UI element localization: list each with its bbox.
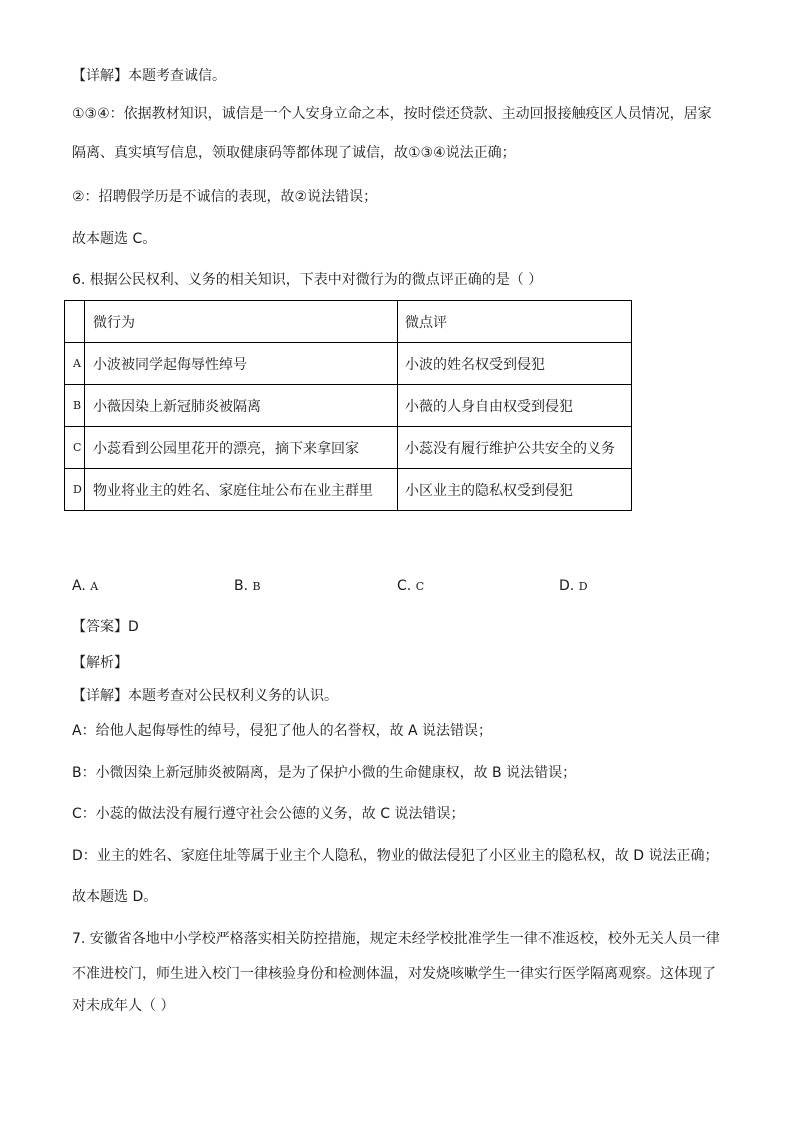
row-behavior: 物业将业主的姓名、家庭住址公布在业主群里 [85, 469, 398, 511]
row-behavior: 小蕊看到公园里花开的漂亮，摘下来拿回家 [85, 427, 398, 469]
option-a-label: A. [72, 578, 91, 594]
option-d [559, 576, 588, 597]
row-behavior: 小薇因染上新冠肺炎被隔离 [85, 385, 398, 427]
option-a-value: A [90, 580, 99, 593]
row-letter: C [65, 427, 85, 469]
option-d-value: D [578, 580, 588, 593]
table-row [65, 385, 632, 427]
table-row [65, 343, 632, 385]
row-letter: B [65, 385, 85, 427]
q6-table [64, 300, 632, 511]
q6-conclusion: 故本题选 D。 [72, 889, 158, 905]
q5-conclusion: 故本题选 C。 [72, 231, 157, 247]
table-header-cell [65, 301, 85, 343]
q5-explanation-2: ②：招聘假学历是不诚信的表现，故②说法错误； [72, 189, 378, 205]
row-comment: 小蕊没有履行维护公共安全的义务 [398, 427, 632, 469]
q6-answer: 【答案】D [72, 619, 139, 635]
option-d-label: D. [559, 578, 579, 594]
row-letter: D [65, 469, 85, 511]
option-c-label: C. [397, 578, 416, 594]
table-header-behavior: 微行为 [85, 301, 398, 343]
table-row [65, 469, 632, 511]
option-c-value: C [415, 580, 425, 593]
row-letter: A [65, 343, 85, 385]
table-header-row [65, 301, 632, 343]
q5-explanation-line2: 隔离、真实填写信息，领取健康码等都体现了诚信，故①③④说法正确； [72, 145, 516, 161]
q6-analysis: 【解析】 [72, 655, 128, 671]
q5-explanation-line1: ①③④：依据教材知识，诚信是一个人安身立命之本，按时偿还贷款、主动回报接触疫区人员情况，居家 [72, 106, 712, 122]
table-row [65, 427, 632, 469]
q7-question-line1: 7. 安徽省各地中小学校严格落实相关防控措施，规定未经学校批准学生一律不准返校，校外无关人员一律 [72, 931, 720, 947]
q6-explain-c: C：小蕊的做法没有履行遵守社会公德的义务，故 C 说法错误； [72, 806, 465, 822]
q5-detail: 【详解】本题考查诚信。 [72, 68, 226, 84]
q6-question: 6. 根据公民权利、义务的相关知识，下表中对微行为的微点评正确的是（ ） [72, 272, 543, 288]
row-comment: 小区业主的隐私权受到侵犯 [398, 469, 632, 511]
q7-question-line2: 不准进校门，师生进入校门一律核验身份和检测体温，对发烧咳嗽学生一律实行医学隔离观察。这体现了 [72, 966, 716, 982]
q6-explain-a: A：给他人起侮辱性的绰号，侵犯了他人的名誉权，故 A 说法错误； [72, 723, 493, 739]
q6-detail: 【详解】本题考查对公民权利义务的认识。 [72, 688, 338, 704]
table-header-comment: 微点评 [398, 301, 632, 343]
option-c [397, 576, 424, 597]
row-comment: 小波的姓名权受到侵犯 [398, 343, 632, 385]
row-comment: 小薇的人身自由权受到侵犯 [398, 385, 632, 427]
row-behavior: 小波被同学起侮辱性绰号 [85, 343, 398, 385]
option-a [72, 576, 98, 597]
option-b-value: B [252, 580, 261, 593]
q7-question-line3: 对未成年人（ ） [72, 998, 175, 1014]
option-b [234, 576, 261, 597]
q6-explain-b: B：小微因染上新冠肺炎被隔离，是为了保护小微的生命健康权，故 B 说法错误； [72, 765, 577, 781]
option-b-label: B. [234, 578, 253, 594]
q6-explain-d: D：业主的姓名、家庭住址等属于业主个人隐私，物业的做法侵犯了小区业主的隐私权，故 D 说法正确； [72, 848, 719, 864]
